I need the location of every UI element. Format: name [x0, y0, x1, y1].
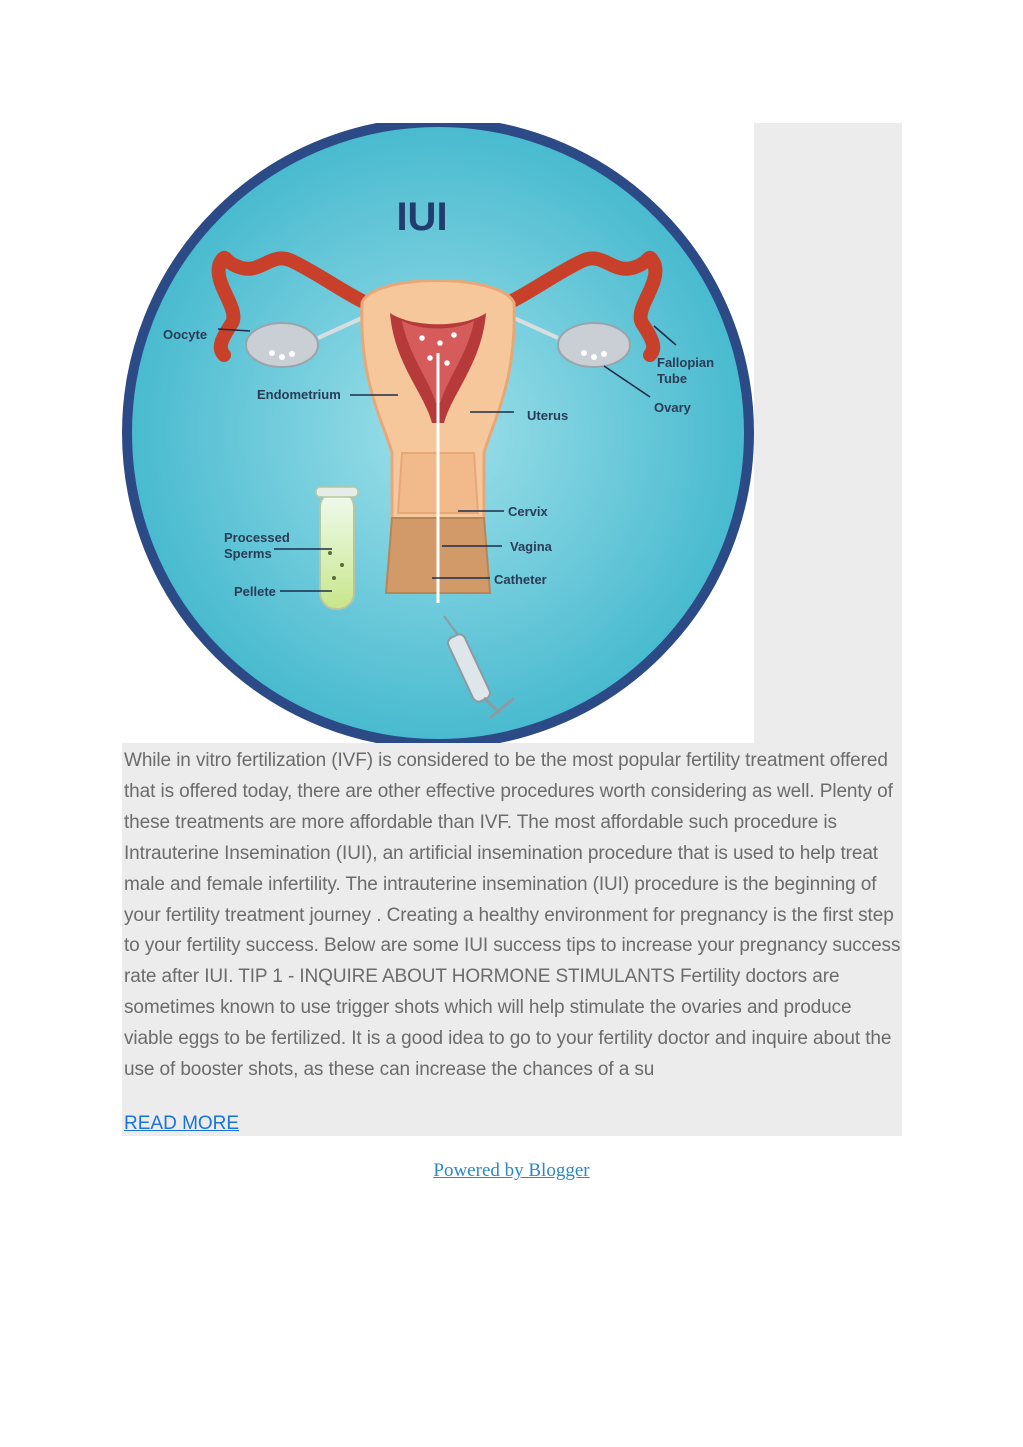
- label-catheter: Catheter: [494, 572, 547, 587]
- label-oocyte: Oocyte: [163, 327, 208, 342]
- read-more-link[interactable]: READ MORE: [124, 1113, 240, 1134]
- label-processed-1: Processed: [224, 530, 290, 545]
- label-fallopian-2: Tube: [657, 371, 688, 386]
- label-endometrium: Endometrium: [257, 387, 341, 402]
- diagram-title: IUI: [396, 195, 448, 239]
- label-cervix: Cervix: [508, 504, 548, 519]
- label-vagina: Vagina: [510, 539, 552, 554]
- label-uterus: Uterus: [527, 408, 569, 423]
- label-fallopian-1: Fallopian: [657, 355, 715, 370]
- label-ovary: Ovary: [654, 400, 691, 415]
- post-body: While in vitro fertilization (IVF) is considered to be the most popular fertility treatment offered that is offered today, there are other effective procedures worth considering as well. Plenty of these treatments are more affordable than IVF. The most affordable such procedure is Intrauterine Insemination (IUI), an artificial insemination procedure that is used to help treat male and female infertility. The intrauterine insemination (IUI) procedure is the beginning of your fertility treatment journey . Creating a healthy environment for pregnancy is the first step to your fertility success. Below are some IUI success tips to increase your pregnancy success rate after IUI. TIP 1 - INQUIRE ABOUT HORMONE STIMULANTS Fertility doctors are sometimes known to use trigger shots which will help stimulate the ovaries and produce viable eggs to be fertilized. It is a good idea to go to your fertility doctor and inquire about the use of booster shots, as these can increase the chances of a su: [124, 750, 901, 1081]
- iui-diagram: [122, 123, 754, 743]
- label-processed-2: Sperms: [224, 546, 272, 561]
- blog-post: [122, 123, 902, 1136]
- powered-by-label[interactable]: Powered by Blogger: [433, 1160, 590, 1181]
- label-pellete: Pellete: [234, 584, 276, 599]
- powered-by-blogger-link[interactable]: [0, 1160, 1023, 1182]
- left-ovary: [246, 323, 318, 367]
- right-ovary: [558, 323, 630, 367]
